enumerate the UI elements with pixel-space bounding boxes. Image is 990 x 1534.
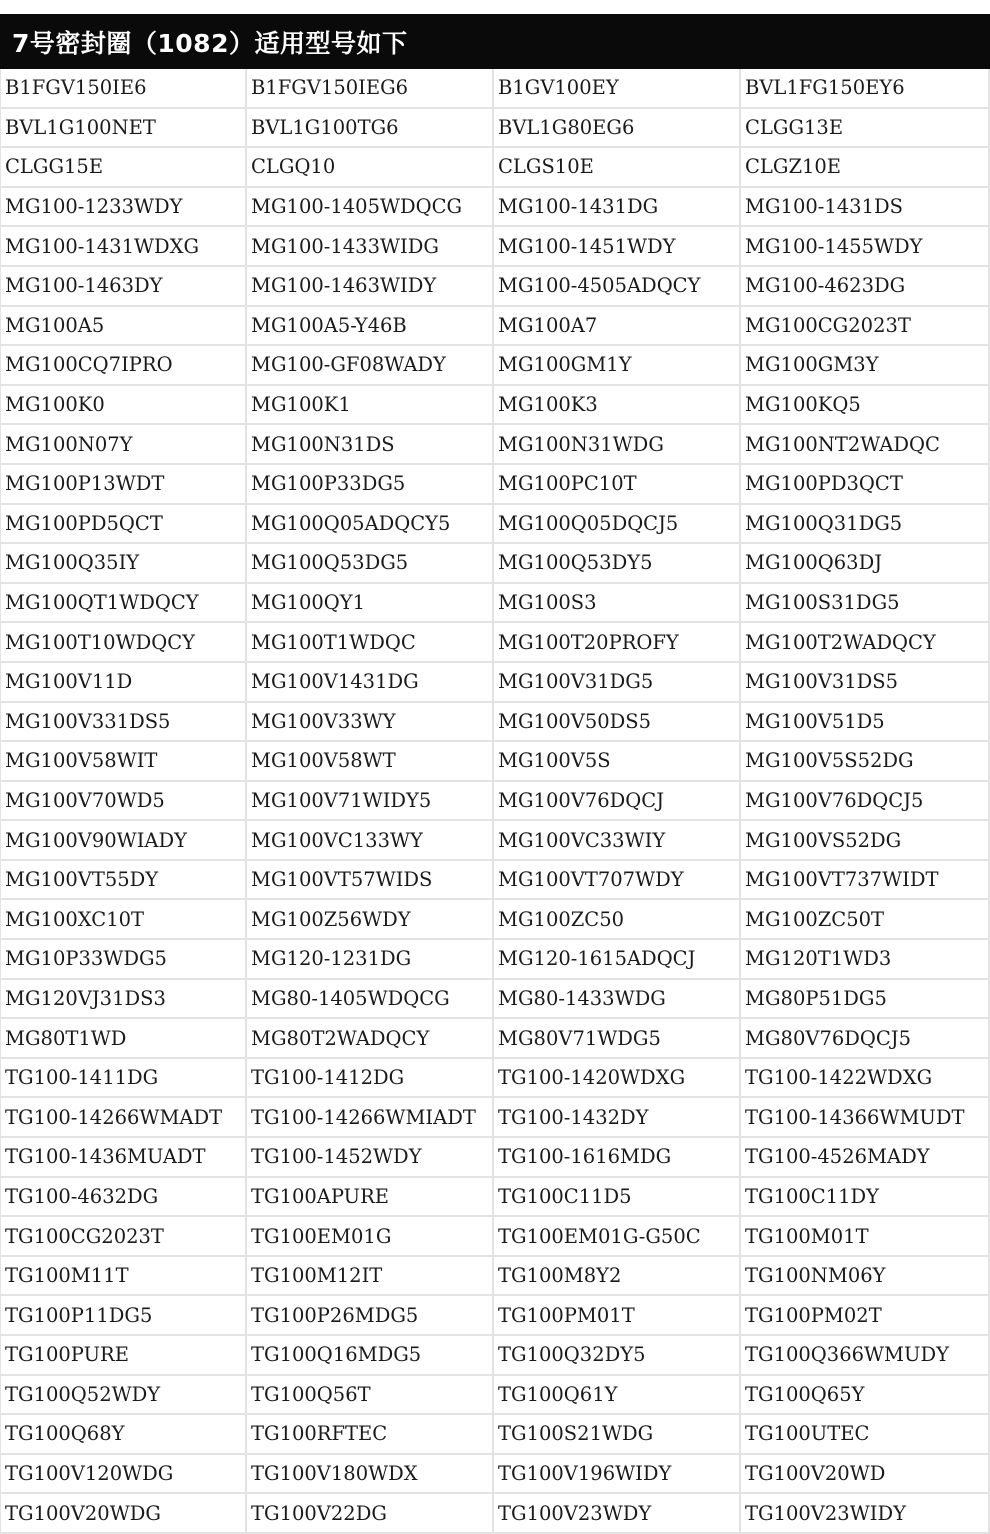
table-cell: TG100APURE bbox=[247, 1178, 494, 1218]
table-cell: MG100VT737WIDT bbox=[741, 861, 990, 901]
table-cell: MG100V51D5 bbox=[741, 703, 990, 743]
table-cell: TG100Q52WDY bbox=[0, 1376, 247, 1416]
table-cell: MG100T20PROFY bbox=[494, 623, 741, 663]
table-cell: MG100-1463WIDY bbox=[247, 267, 494, 307]
table-cell: B1FGV150IEG6 bbox=[247, 69, 494, 109]
table-cell: MG100ZC50 bbox=[494, 900, 741, 940]
table-cell: TG100Q65Y bbox=[741, 1376, 990, 1416]
table-cell: MG100-1455WDY bbox=[741, 227, 990, 267]
table-cell: MG100P33DG5 bbox=[247, 465, 494, 505]
table-cell: TG100EM01G bbox=[247, 1217, 494, 1257]
table-cell: BVL1FG150EY6 bbox=[741, 69, 990, 109]
table-cell: MG100VT57WIDS bbox=[247, 861, 494, 901]
table-cell: MG100PC10T bbox=[494, 465, 741, 505]
table-cell: MG100VC133WY bbox=[247, 821, 494, 861]
table-cell: TG100Q32DY5 bbox=[494, 1336, 741, 1376]
table-cell: MG100-GF08WADY bbox=[247, 346, 494, 386]
table-cell: CLGQ10 bbox=[247, 148, 494, 188]
table-cell: MG100P13WDT bbox=[0, 465, 247, 505]
table-cell: TG100V23WIDY bbox=[741, 1494, 990, 1534]
table-cell: MG80-1405WDQCG bbox=[247, 980, 494, 1020]
table-cell: MG100Q05DQCJ5 bbox=[494, 505, 741, 545]
table-cell: TG100PM01T bbox=[494, 1296, 741, 1336]
top-margin bbox=[0, 0, 990, 14]
table-cell: TG100V196WIDY bbox=[494, 1455, 741, 1495]
table-cell: TG100-14366WMUDT bbox=[741, 1098, 990, 1138]
table-cell: MG100Q31DG5 bbox=[741, 505, 990, 545]
page-title: 7号密封圈（1082）适用型号如下 bbox=[12, 28, 408, 58]
table-cell: TG100C11DY bbox=[741, 1178, 990, 1218]
table-cell: TG100-1432DY bbox=[494, 1098, 741, 1138]
table-cell: TG100M12IT bbox=[247, 1257, 494, 1297]
table-cell: MG120T1WD3 bbox=[741, 940, 990, 980]
table-cell: CLGG15E bbox=[0, 148, 247, 188]
table-cell: MG100S3 bbox=[494, 584, 741, 624]
table-cell: MG100CQ7IPRO bbox=[0, 346, 247, 386]
table-cell: TG100V20WDG bbox=[0, 1494, 247, 1534]
table-cell: TG100-14266WMIADT bbox=[247, 1098, 494, 1138]
table-cell: MG100NT2WADQC bbox=[741, 425, 990, 465]
table-cell: TG100C11D5 bbox=[494, 1178, 741, 1218]
table-cell: MG100-1233WDY bbox=[0, 188, 247, 228]
table-cell: MG100VT707WDY bbox=[494, 861, 741, 901]
table-cell: MG100Q05ADQCY5 bbox=[247, 505, 494, 545]
table-cell: MG100VC33WIY bbox=[494, 821, 741, 861]
table-cell: MG80-1433WDG bbox=[494, 980, 741, 1020]
table-cell: TG100V120WDG bbox=[0, 1455, 247, 1495]
table-cell: TG100M11T bbox=[0, 1257, 247, 1297]
table-cell: MG100-1451WDY bbox=[494, 227, 741, 267]
table-cell: TG100UTEC bbox=[741, 1415, 990, 1455]
table-cell: MG100KQ5 bbox=[741, 386, 990, 426]
table-cell: MG80T1WD bbox=[0, 1019, 247, 1059]
table-cell: TG100M8Y2 bbox=[494, 1257, 741, 1297]
table-cell: MG100V331DS5 bbox=[0, 703, 247, 743]
table-cell: MG100GM3Y bbox=[741, 346, 990, 386]
table-cell: MG100V76DQCJ5 bbox=[741, 782, 990, 822]
table-cell: MG100Q63DJ bbox=[741, 544, 990, 584]
table-cell: TG100Q56T bbox=[247, 1376, 494, 1416]
table-cell: MG100V58WIT bbox=[0, 742, 247, 782]
table-cell: B1FGV150IE6 bbox=[0, 69, 247, 109]
table-cell: MG100V5S52DG bbox=[741, 742, 990, 782]
table-cell: TG100Q16MDG5 bbox=[247, 1336, 494, 1376]
table-cell: TG100-4526MADY bbox=[741, 1138, 990, 1178]
table-cell: MG100V76DQCJ bbox=[494, 782, 741, 822]
table-cell: MG100QT1WDQCY bbox=[0, 584, 247, 624]
table-cell: BVL1G100NET bbox=[0, 109, 247, 149]
table-cell: MG100Q53DY5 bbox=[494, 544, 741, 584]
table-cell: MG100-4623DG bbox=[741, 267, 990, 307]
table-cell: MG100VS52DG bbox=[741, 821, 990, 861]
table-cell: TG100Q68Y bbox=[0, 1415, 247, 1455]
table-cell: TG100V20WD bbox=[741, 1455, 990, 1495]
table-cell: MG120-1615ADQCJ bbox=[494, 940, 741, 980]
table-cell: CLGZ10E bbox=[741, 148, 990, 188]
table-cell: TG100-1452WDY bbox=[247, 1138, 494, 1178]
table-cell: MG100ZC50T bbox=[741, 900, 990, 940]
table-cell: MG100-1431WDXG bbox=[0, 227, 247, 267]
table-cell: MG100V70WD5 bbox=[0, 782, 247, 822]
table-cell: MG100-1431DG bbox=[494, 188, 741, 228]
table-cell: TG100-1411DG bbox=[0, 1059, 247, 1099]
table-cell: MG120-1231DG bbox=[247, 940, 494, 980]
table-cell: MG100V50DS5 bbox=[494, 703, 741, 743]
table-cell: BVL1G80EG6 bbox=[494, 109, 741, 149]
table-cell: MG100V5S bbox=[494, 742, 741, 782]
table-cell: TG100-14266WMADT bbox=[0, 1098, 247, 1138]
table-cell: TG100V22DG bbox=[247, 1494, 494, 1534]
table-cell: MG100T1WDQC bbox=[247, 623, 494, 663]
table-cell: TG100CG2023T bbox=[0, 1217, 247, 1257]
table-cell: MG100T2WADQCY bbox=[741, 623, 990, 663]
table-cell: MG100N31DS bbox=[247, 425, 494, 465]
table-cell: MG100PD5QCT bbox=[0, 505, 247, 545]
model-table bbox=[0, 69, 990, 1534]
table-cell: MG100-1405WDQCG bbox=[247, 188, 494, 228]
table-cell: MG100Z56WDY bbox=[247, 900, 494, 940]
table-cell: CLGG13E bbox=[741, 109, 990, 149]
table-cell: TG100NM06Y bbox=[741, 1257, 990, 1297]
table-cell: MG100Q35IY bbox=[0, 544, 247, 584]
table-cell: MG80T2WADQCY bbox=[247, 1019, 494, 1059]
table-cell: MG80V71WDG5 bbox=[494, 1019, 741, 1059]
table-cell: MG100A7 bbox=[494, 307, 741, 347]
table-cell: B1GV100EY bbox=[494, 69, 741, 109]
table-cell: MG100-1433WIDG bbox=[247, 227, 494, 267]
table-cell: TG100S21WDG bbox=[494, 1415, 741, 1455]
table-cell: MG100-1431DS bbox=[741, 188, 990, 228]
table-cell: MG100V1431DG bbox=[247, 663, 494, 703]
table-cell: BVL1G100TG6 bbox=[247, 109, 494, 149]
table-cell: MG100K1 bbox=[247, 386, 494, 426]
table-title-bar bbox=[0, 14, 990, 69]
table-cell: MG100QY1 bbox=[247, 584, 494, 624]
table-cell: TG100-1420WDXG bbox=[494, 1059, 741, 1099]
table-cell: MG80V76DQCJ5 bbox=[741, 1019, 990, 1059]
table-cell: TG100EM01G-G50C bbox=[494, 1217, 741, 1257]
table-cell: MG100A5-Y46B bbox=[247, 307, 494, 347]
table-cell: TG100P11DG5 bbox=[0, 1296, 247, 1336]
table-cell: MG100VT55DY bbox=[0, 861, 247, 901]
table-cell: MG80P51DG5 bbox=[741, 980, 990, 1020]
table-cell: MG100V31DG5 bbox=[494, 663, 741, 703]
table-cell: TG100P26MDG5 bbox=[247, 1296, 494, 1336]
table-cell: TG100M01T bbox=[741, 1217, 990, 1257]
table-cell: TG100-1422WDXG bbox=[741, 1059, 990, 1099]
table-cell: MG100S31DG5 bbox=[741, 584, 990, 624]
table-cell: MG100-1463DY bbox=[0, 267, 247, 307]
table-cell: MG100V90WIADY bbox=[0, 821, 247, 861]
table-cell: TG100Q366WMUDY bbox=[741, 1336, 990, 1376]
table-cell: TG100V23WDY bbox=[494, 1494, 741, 1534]
table-cell: TG100V180WDX bbox=[247, 1455, 494, 1495]
table-cell: CLGS10E bbox=[494, 148, 741, 188]
table-cell: TG100-1436MUADT bbox=[0, 1138, 247, 1178]
table-cell: MG100XC10T bbox=[0, 900, 247, 940]
table-cell: TG100-1616MDG bbox=[494, 1138, 741, 1178]
table-cell: TG100RFTEC bbox=[247, 1415, 494, 1455]
table-cell: TG100PURE bbox=[0, 1336, 247, 1376]
table-cell: MG100V11D bbox=[0, 663, 247, 703]
table-cell: MG100V31DS5 bbox=[741, 663, 990, 703]
table-cell: TG100-1412DG bbox=[247, 1059, 494, 1099]
table-cell: MG100T10WDQCY bbox=[0, 623, 247, 663]
table-cell: MG100PD3QCT bbox=[741, 465, 990, 505]
table-cell: MG100-4505ADQCY bbox=[494, 267, 741, 307]
table-cell: MG100V71WIDY5 bbox=[247, 782, 494, 822]
table-cell: TG100Q61Y bbox=[494, 1376, 741, 1416]
table-cell: MG100N07Y bbox=[0, 425, 247, 465]
table-cell: TG100PM02T bbox=[741, 1296, 990, 1336]
table-cell: TG100-4632DG bbox=[0, 1178, 247, 1218]
table-cell: MG100V58WT bbox=[247, 742, 494, 782]
table-cell: MG100Q53DG5 bbox=[247, 544, 494, 584]
table-cell: MG100A5 bbox=[0, 307, 247, 347]
table-cell: MG120VJ31DS3 bbox=[0, 980, 247, 1020]
table-cell: MG100K3 bbox=[494, 386, 741, 426]
table-cell: MG100N31WDG bbox=[494, 425, 741, 465]
table-cell: MG10P33WDG5 bbox=[0, 940, 247, 980]
table-cell: MG100GM1Y bbox=[494, 346, 741, 386]
table-cell: MG100CG2023T bbox=[741, 307, 990, 347]
table-cell: MG100V33WY bbox=[247, 703, 494, 743]
table-cell: MG100K0 bbox=[0, 386, 247, 426]
